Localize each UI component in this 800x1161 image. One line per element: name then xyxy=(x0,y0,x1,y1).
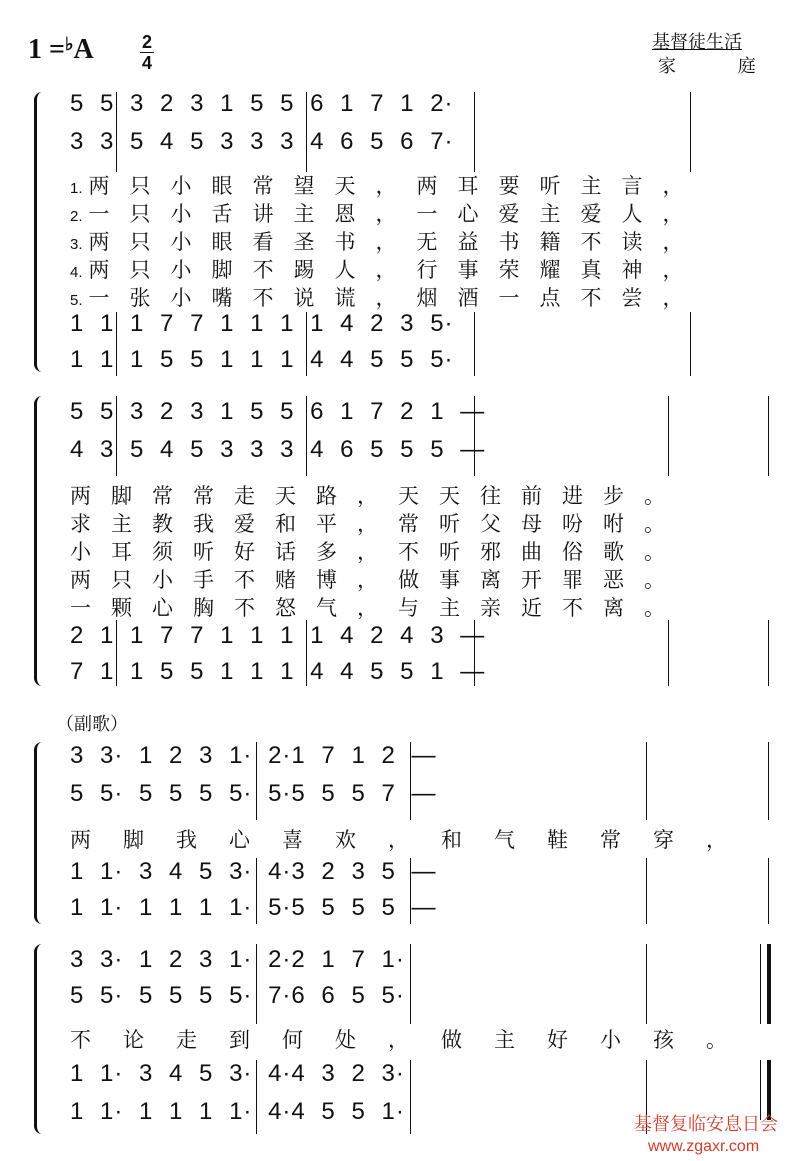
bass-line: 1 1 1 5 5 1 1 1 4 4 5 5 5· xyxy=(70,346,454,373)
verse-4: 两只小手不赌博，做事离开罪恶。 xyxy=(70,568,685,592)
subcategory-label: 家 庭 xyxy=(658,56,784,77)
alto-line: 5 5· 5 5 5 5· 5·5 5 5 7 — xyxy=(70,780,437,807)
soprano-line: 5 5 3 2 3 1 5 5 6 1 7 1 2· xyxy=(70,90,454,117)
alto-line: 5 5· 5 5 5 5· 7·6 6 5 5· xyxy=(70,982,405,1009)
bass-line: 1 1· 1 1 1 1· 5·5 5 5 5 — xyxy=(70,894,437,921)
tenor-line: 1 1· 3 4 5 3· 4·4 3 2 3· xyxy=(70,1060,405,1087)
verse-3: 小耳须听好话多，不听邪曲俗歌。 xyxy=(70,540,685,564)
watermark-url: www.zgaxr.com xyxy=(648,1138,760,1155)
system-3 xyxy=(34,738,774,928)
verse-1: 两脚常常走天路，天天往前进步。 xyxy=(70,484,685,508)
tenor-line: 1 1 1 7 7 1 1 1 1 4 2 3 5· xyxy=(70,310,454,337)
verse-4: 4. 两只小脚不踢人，行事荣耀真神， xyxy=(70,258,704,282)
verse-1: 1. 两只小眼常望天，两耳要听主言， xyxy=(70,174,704,198)
verse-5: 一颗心胸不怒气，与主亲近不离。 xyxy=(70,596,685,620)
verse-2: 求主教我爱和平，常听父母吩咐。 xyxy=(70,512,685,536)
system-2 xyxy=(34,392,774,692)
final-barline xyxy=(760,944,771,1024)
key-signature: 1 =♭A xyxy=(28,34,94,65)
chorus-lyric-2: 不论走到何处，做主好小孩。 xyxy=(70,1028,759,1052)
tenor-line: 2 1 1 7 7 1 1 1 1 4 2 4 3 — xyxy=(70,622,486,649)
soprano-line: 3 3· 1 2 3 1· 2·1 7 1 2 — xyxy=(70,742,437,769)
chorus-lyric-1: 两脚我心喜欢，和气鞋常穿， xyxy=(70,828,759,852)
verse-2: 2. 一只小舌讲主恩，一心爱主爱人， xyxy=(70,202,704,226)
watermark-name: 基督复临安息日会 xyxy=(634,1114,778,1135)
category-label: 基督徒生活 xyxy=(652,32,742,53)
verse-5: 5. 一张小嘴不说谎，烟酒一点不尝， xyxy=(70,286,704,310)
soprano-line: 5 5 3 2 3 1 5 5 6 1 7 2 1 — xyxy=(70,398,486,425)
soprano-line: 3 3· 1 2 3 1· 2·2 1 7 1· xyxy=(70,946,405,973)
system-1 xyxy=(34,84,774,380)
bass-line: 7 1 1 5 5 1 1 1 4 4 5 5 1 — xyxy=(70,658,486,685)
alto-line: 4 3 5 4 5 3 3 3 4 6 5 5 5 — xyxy=(70,436,486,463)
alto-line: 3 3 5 4 5 3 3 3 4 6 5 6 7· xyxy=(70,128,454,155)
chorus-label: （副歌） xyxy=(56,714,128,735)
tenor-line: 1 1· 3 4 5 3· 4·3 2 3 5 — xyxy=(70,858,437,885)
time-signature: 2 4 xyxy=(141,32,152,73)
verse-3: 3. 两只小眼看圣书，无益书籍不读， xyxy=(70,230,704,254)
bass-line: 1 1· 1 1 1 1· 4·4 5 5 1· xyxy=(70,1098,405,1125)
